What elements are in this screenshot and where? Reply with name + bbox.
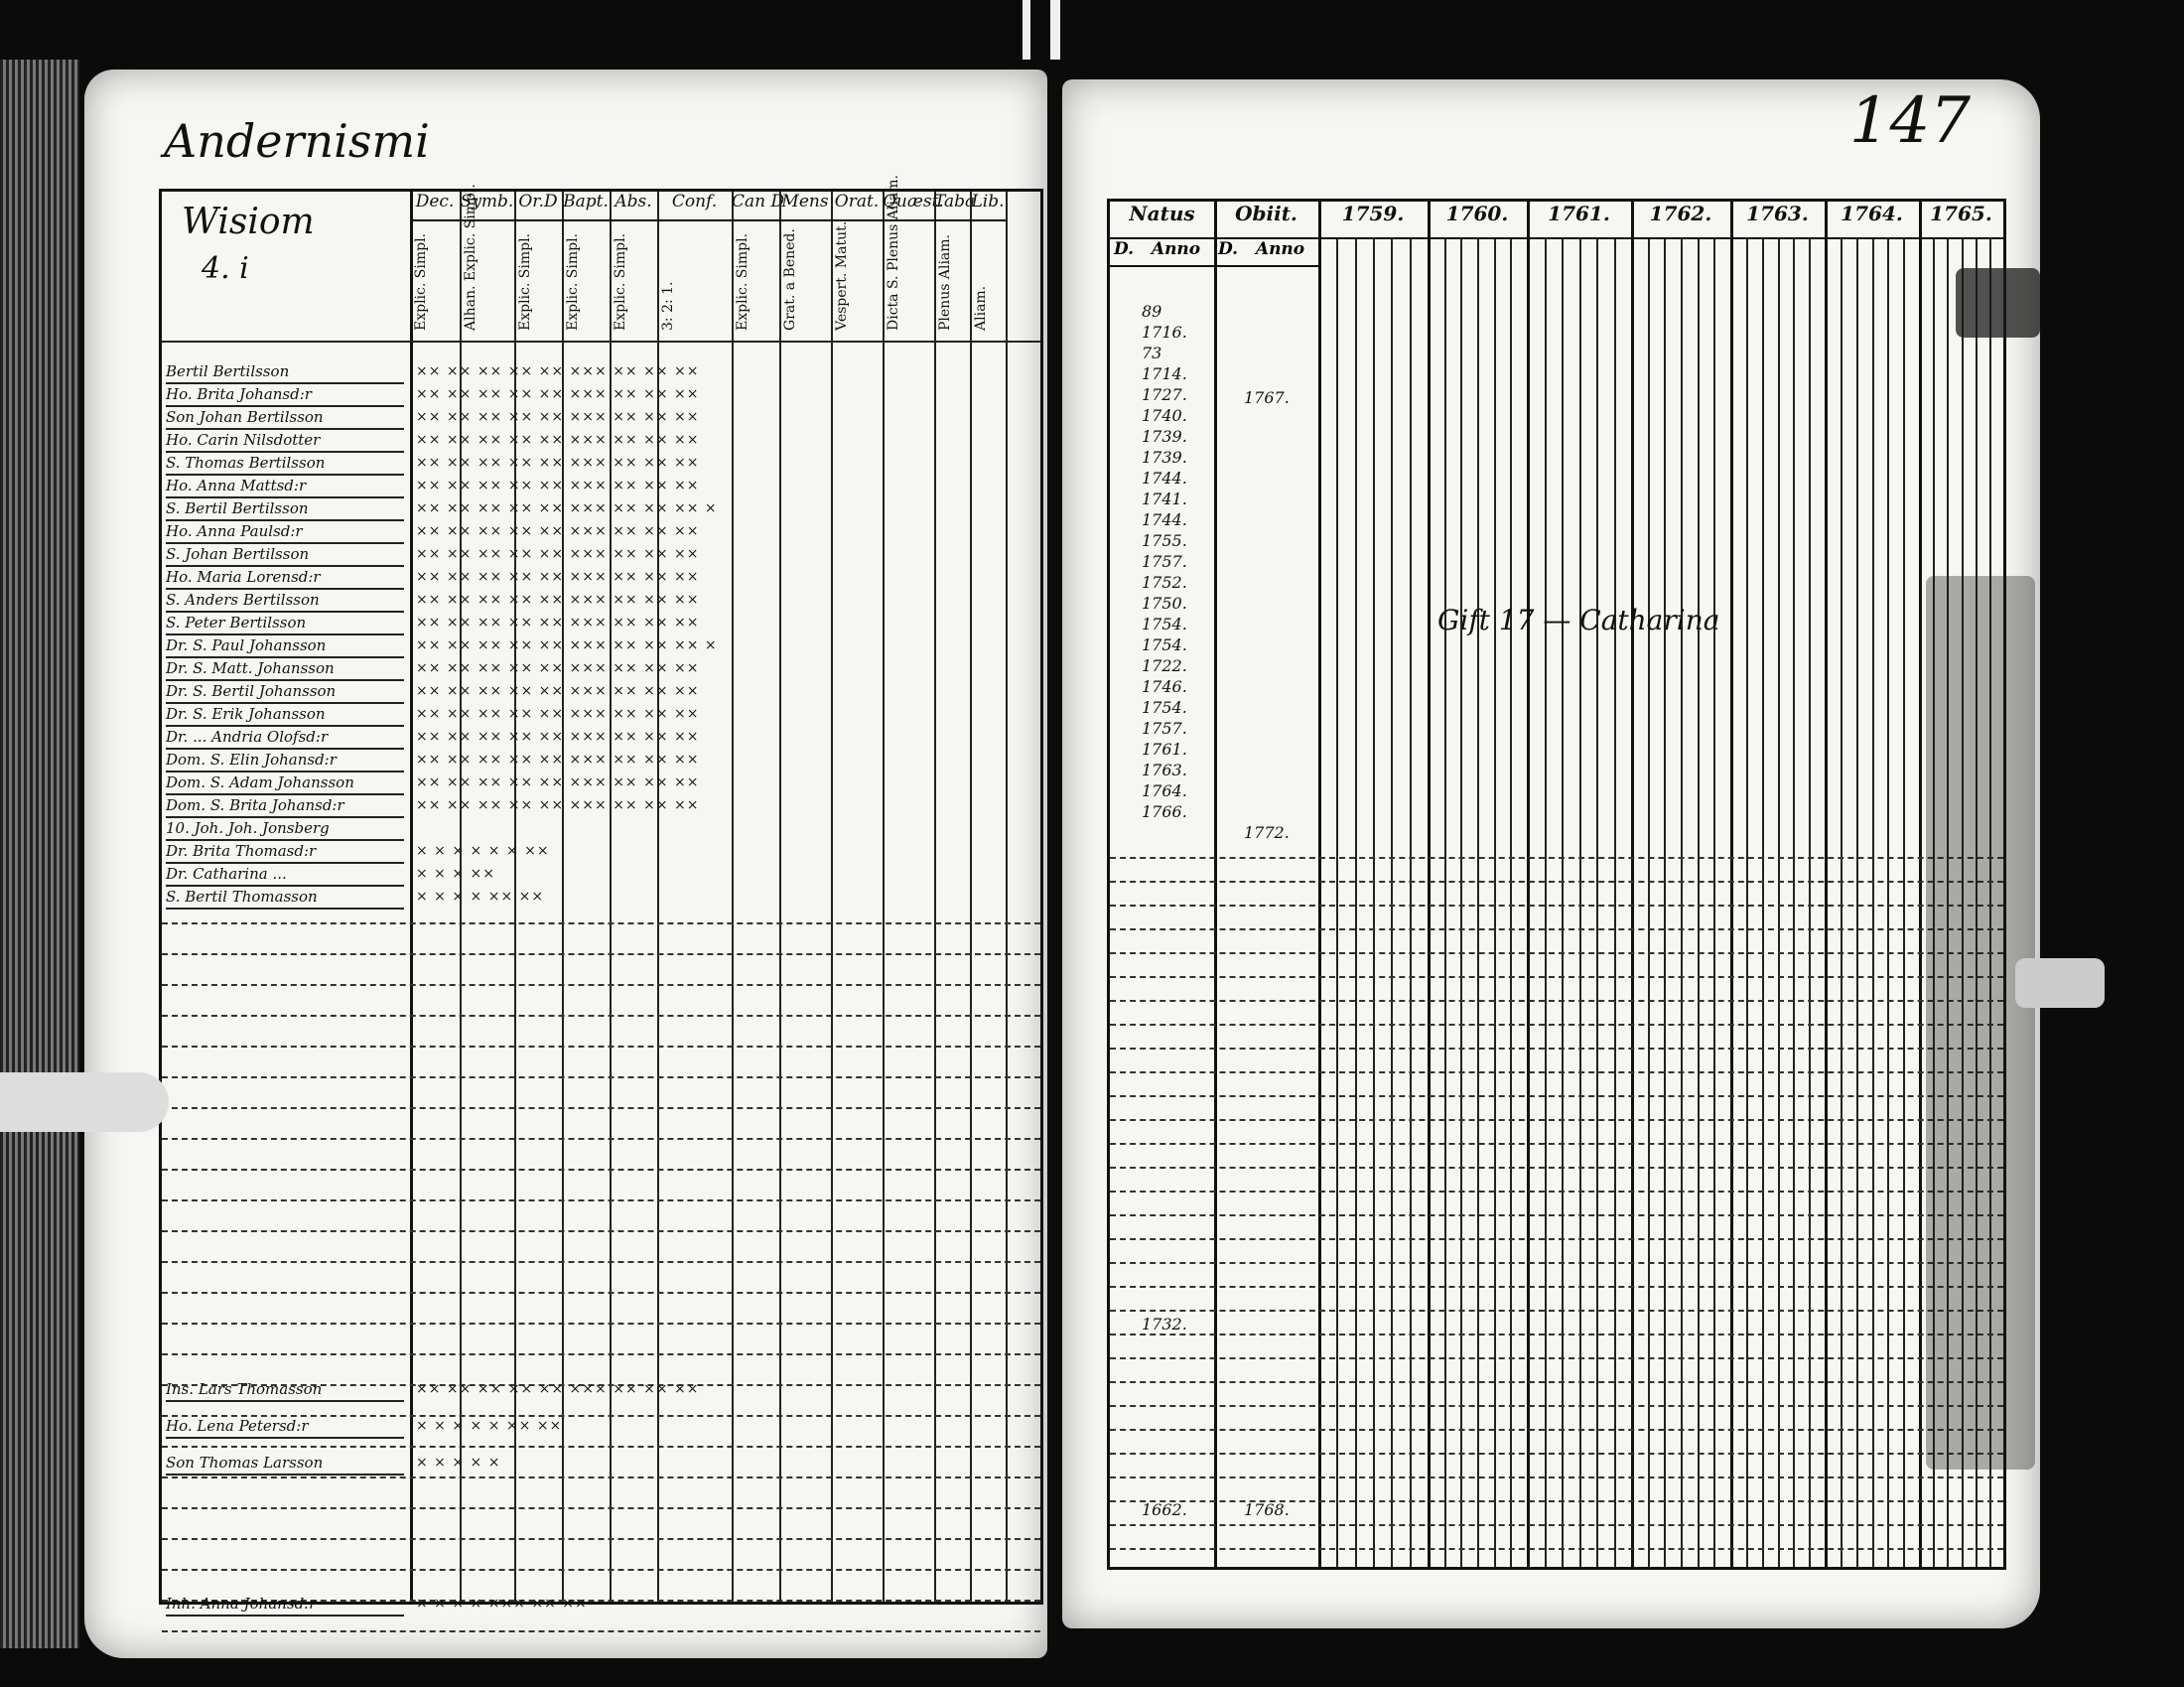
- ruled-line: [1110, 928, 2003, 930]
- sub-column-divider: [1746, 239, 1748, 1567]
- entry-marks: × × × × ×: [416, 1455, 501, 1471]
- column-subheader: Explic. Simpl.: [735, 232, 751, 331]
- column-divider: [1631, 202, 1634, 1567]
- column-divider: [1825, 202, 1828, 1567]
- sub-column-divider: [1698, 239, 1700, 1567]
- column-header: Or.D: [514, 192, 562, 221]
- entry-name: Dr. Catharina ...: [166, 863, 404, 887]
- sub-header: D.: [1214, 239, 1242, 267]
- entry-name: S. Bertil Thomasson: [166, 886, 404, 910]
- column-divider: [410, 192, 413, 1602]
- column-divider: [779, 192, 781, 1602]
- birth-year: 1752.: [1142, 573, 1187, 592]
- ruled-line: [1110, 1048, 2003, 1050]
- death-year: 1772.: [1244, 823, 1290, 842]
- ruled-line: [162, 1138, 1040, 1140]
- column-header: Orat.: [831, 192, 883, 221]
- entry-marks: ×× ×× ×× ×× ×× ××× ×× ×× ××: [416, 729, 700, 745]
- year-column-header: 1762.: [1631, 202, 1730, 239]
- entry-marks: ×× ×× ×× ×× ×× ××× ×× ×× ××: [416, 797, 700, 813]
- ink-smudge: [1956, 268, 2040, 338]
- entry-name: Ho. Lena Petersd:r: [166, 1415, 404, 1439]
- entry-name: Dr. S. Paul Johansson: [166, 634, 404, 658]
- ruled-line: [1110, 1000, 2003, 1002]
- column-divider: [934, 192, 936, 1602]
- ruled-line: [162, 1476, 1040, 1478]
- entry-marks: ×× ×× ×× ×× ×× ××× ×× ×× ××: [416, 569, 700, 585]
- ruled-line: [1110, 1238, 2003, 1240]
- ruled-line: [1110, 1024, 2003, 1026]
- sub-header: Anno: [1138, 239, 1214, 267]
- column-header: Can D: [732, 192, 779, 221]
- ruled-line: [1110, 1286, 2003, 1288]
- ruled-line: [1110, 881, 2003, 883]
- column-divider: [1730, 202, 1733, 1567]
- ruled-line: [162, 953, 1040, 955]
- sub-column-divider: [1762, 239, 1764, 1567]
- sub-column-divider: [1545, 239, 1547, 1567]
- ruled-line: [162, 1076, 1040, 1078]
- entry-marks: ×× ×× ×× ×× ×× ××× ×× ×× ×× ×: [416, 637, 718, 653]
- sub-column-divider: [1664, 239, 1666, 1567]
- column-header: Bapt.: [562, 192, 610, 221]
- column-divider: [732, 192, 734, 1602]
- sub-column-divider: [1809, 239, 1811, 1567]
- column-header: Quæst.: [883, 192, 934, 221]
- column-subheader: Explic. Simpl.: [613, 232, 628, 331]
- column-divider: [1428, 202, 1431, 1567]
- ruled-line: [162, 1538, 1040, 1540]
- ruled-line: [1110, 1453, 2003, 1455]
- ruled-line: [1110, 1262, 2003, 1264]
- entry-name: Inh. Anna Johansd:r: [166, 1593, 404, 1617]
- sub-column-divider: [1713, 239, 1715, 1567]
- ruled-line: [1110, 952, 2003, 954]
- birth-year: 1716.: [1142, 323, 1187, 342]
- column-subheader: Explic. Simpl.: [517, 232, 533, 331]
- column-divider: [1006, 192, 1008, 1602]
- birth-year: 1755.: [1142, 531, 1187, 550]
- ruled-line: [162, 1015, 1040, 1017]
- page-marker-tab: [0, 1072, 169, 1132]
- entry-name: S. Johan Bertilsson: [166, 543, 404, 567]
- ruled-line: [1110, 1214, 2003, 1216]
- shadow-edge: [1926, 576, 2035, 1470]
- entry-name: Ho. Carin Nilsdotter: [166, 429, 404, 453]
- ruled-line: [1110, 1095, 2003, 1097]
- page-number: 147: [1848, 84, 1971, 158]
- birth-year: 1662.: [1142, 1500, 1187, 1519]
- entry-marks: ×× ×× ×× ×× ×× ××× ×× ×× ××: [416, 774, 700, 790]
- entry-name: Dom. S. Elin Johansd:r: [166, 749, 404, 773]
- binding-strip-2: [1050, 0, 1060, 60]
- ruled-line: [162, 1107, 1040, 1109]
- sub-column-divider: [1793, 239, 1795, 1567]
- birth-year: 1757.: [1142, 552, 1187, 571]
- ruled-line: [162, 1261, 1040, 1263]
- sub-column-divider: [1444, 239, 1446, 1567]
- entry-name: Ins. Lars Thomasson: [166, 1378, 404, 1402]
- column-header: Conf.: [657, 192, 732, 221]
- entry-name: Ho. Maria Lorensd:r: [166, 566, 404, 590]
- entry-marks: ×× ×× ×× ×× ×× ××× ×× ×× ××: [416, 706, 700, 722]
- entry-name: Ho. Brita Johansd:r: [166, 383, 404, 407]
- entry-marks: ×× ×× ×× ×× ×× ××× ×× ×× ××: [416, 752, 700, 768]
- birth-year: 1757.: [1142, 719, 1187, 738]
- column-subheader: Explic. Simpl.: [565, 232, 581, 331]
- birth-year: 1754.: [1142, 698, 1187, 717]
- column-subheader: Plenus Aliam.: [937, 234, 953, 331]
- entry-marks: ×× ×× ×× ×× ×× ××× ×× ×× ××: [416, 386, 700, 402]
- birth-year: 1754.: [1142, 635, 1187, 654]
- birth-year: 1727.: [1142, 385, 1187, 404]
- entry-marks: × × × × ××× ×× ××: [416, 1596, 588, 1612]
- ruled-line: [1110, 1310, 2003, 1312]
- sub-column-divider: [1887, 239, 1889, 1567]
- entry-name: Bertil Bertilsson: [166, 360, 404, 384]
- column-divider: [970, 192, 972, 1602]
- ruled-line: [1110, 1476, 2003, 1478]
- birth-year: 1744.: [1142, 510, 1187, 529]
- ruled-line: [1110, 1143, 2003, 1145]
- sub-column-divider: [1872, 239, 1874, 1567]
- sub-column-divider: [1579, 239, 1581, 1567]
- birth-year: 1722.: [1142, 656, 1187, 675]
- column-divider: [1527, 202, 1530, 1567]
- entry-marks: ×× ×× ×× ×× ×× ××× ×× ×× ××: [416, 660, 700, 676]
- birth-year: 1740.: [1142, 406, 1187, 425]
- binding-strip: [1023, 0, 1030, 60]
- entry-marks: ×× ×× ×× ×× ×× ××× ×× ×× ××: [416, 683, 700, 699]
- column-header: Mens: [779, 192, 831, 221]
- column-divider: [1919, 202, 1922, 1567]
- sub-column-divider: [1477, 239, 1479, 1567]
- ruled-line: [1110, 1429, 2003, 1431]
- ruled-line: [1110, 1191, 2003, 1193]
- column-header: Taba: [934, 192, 970, 221]
- ruled-line: [1110, 1071, 2003, 1073]
- ruled-line: [162, 1169, 1040, 1171]
- ruled-line: [162, 1323, 1040, 1325]
- entry-marks: × × × × × × ××: [416, 843, 550, 859]
- entry-name: Son Thomas Larsson: [166, 1452, 404, 1476]
- column-divider: [1318, 202, 1321, 1567]
- sub-column-divider: [1648, 239, 1650, 1567]
- column-subheader: Dicta S. Plenus Aliam.: [886, 175, 901, 331]
- header-rule: [162, 341, 1040, 343]
- column-header: Symb.: [460, 192, 514, 221]
- entry-name: Dr. ... Andria Olofsd:r: [166, 726, 404, 750]
- entry-marks: ×× ×× ×× ×× ×× ××× ×× ×× ××: [416, 432, 700, 448]
- ruled-line: [1110, 905, 2003, 907]
- column-subheader: Vespert. Matut.: [834, 220, 850, 331]
- ruled-line: [162, 1446, 1040, 1448]
- sub-column-divider: [1681, 239, 1683, 1567]
- entry-name: Ho. Anna Paulsd:r: [166, 520, 404, 544]
- column-header: Abs.: [610, 192, 657, 221]
- ruled-line: [1110, 857, 2003, 859]
- ruled-line: [162, 1046, 1040, 1048]
- column-header: Lib.: [970, 192, 1006, 221]
- entry-marks: ×× ×× ×× ×× ×× ××× ×× ×× ××: [416, 523, 700, 539]
- entry-name: Dr. S. Matt. Johansson: [166, 657, 404, 681]
- sub-column-divider: [1596, 239, 1598, 1567]
- ruled-line: [162, 1569, 1040, 1571]
- sub-column-divider: [1614, 239, 1616, 1567]
- column-subheader: 3: 2: 1.: [660, 281, 676, 331]
- entry-marks: ×× ×× ×× ×× ×× ××× ×× ×× ××: [416, 1381, 700, 1397]
- birth-year: 1764.: [1142, 781, 1187, 800]
- entry-marks: ×× ×× ×× ×× ×× ××× ×× ×× ××: [416, 615, 700, 631]
- entry-marks: × × × ××: [416, 866, 496, 882]
- sub-column-divider: [1903, 239, 1905, 1567]
- page-marker-tab-right: [2015, 958, 2105, 1008]
- year-column-header: 1764.: [1825, 202, 1919, 239]
- sub-column-divider: [1778, 239, 1780, 1567]
- ruled-line: [1110, 1334, 2003, 1336]
- entry-marks: ×× ×× ×× ×× ×× ××× ×× ×× ××: [416, 478, 700, 493]
- birth-year: 1732.: [1142, 1315, 1187, 1334]
- birth-year: 1766.: [1142, 802, 1187, 821]
- birth-year: 89: [1142, 302, 1162, 321]
- column-subheader: Alhan. Explic. Simpl.: [463, 184, 478, 331]
- names-column-subheader: 4. i: [202, 251, 249, 286]
- column-divider: [883, 192, 885, 1602]
- column-subheader: Grat. a Bened.: [782, 228, 798, 331]
- entry-name: S. Peter Bertilsson: [166, 612, 404, 635]
- entry-name: S. Anders Bertilsson: [166, 589, 404, 613]
- left-ledger-table: [159, 175, 1043, 1613]
- entry-name: Dom. S. Adam Johansson: [166, 772, 404, 795]
- right-ledger-table: [1107, 199, 2006, 1570]
- sub-column-divider: [1841, 239, 1843, 1567]
- entry-marks: ×× ×× ×× ×× ×× ××× ×× ×× ××: [416, 546, 700, 562]
- birth-year: 73: [1142, 344, 1162, 362]
- sub-header: Anno: [1242, 239, 1318, 267]
- column-divider: [831, 192, 833, 1602]
- right-page: [1062, 79, 2040, 1628]
- year-column-header: 1761.: [1527, 202, 1631, 239]
- ruled-line: [1110, 1405, 2003, 1407]
- ruled-line: [162, 1630, 1040, 1632]
- column-subheader: Aliam.: [973, 285, 989, 331]
- year-column-header: 1760.: [1428, 202, 1527, 239]
- year-column-header: 1765.: [1919, 202, 2003, 239]
- entry-marks: ×× ×× ×× ×× ×× ××× ×× ×× ×× ×: [416, 500, 718, 516]
- entry-name: Dr. S. Erik Johansson: [166, 703, 404, 727]
- ruled-line: [1110, 1381, 2003, 1383]
- ruled-line: [162, 1353, 1040, 1355]
- sub-column-divider: [1410, 239, 1412, 1567]
- ruled-line: [162, 1507, 1040, 1509]
- column-header: Dec.: [410, 192, 460, 221]
- year-column-header: Natus: [1110, 202, 1214, 239]
- sub-column-divider: [1355, 239, 1357, 1567]
- year-column-header: Obiit.: [1214, 202, 1318, 239]
- birth-year: 1741.: [1142, 490, 1187, 508]
- death-year: 1768.: [1244, 1500, 1290, 1519]
- inline-note: Gift 17 — Catharina: [1437, 604, 1720, 636]
- birth-year: 1746.: [1142, 677, 1187, 696]
- birth-year: 1754.: [1142, 615, 1187, 633]
- entry-name: Dr. Brita Thomasd:r: [166, 840, 404, 864]
- entry-marks: ×× ×× ×× ×× ×× ××× ×× ×× ××: [416, 409, 700, 425]
- sub-column-divider: [1336, 239, 1338, 1567]
- ruled-line: [1110, 1119, 2003, 1121]
- birth-year: 1714.: [1142, 364, 1187, 383]
- entry-name: Dr. S. Bertil Johansson: [166, 680, 404, 704]
- entry-marks: × × × × ×× ××: [416, 889, 545, 905]
- birth-year: 1763.: [1142, 761, 1187, 779]
- entry-name: Ho. Anna Mattsd:r: [166, 475, 404, 498]
- entry-name: Son Johan Bertilsson: [166, 406, 404, 430]
- entry-marks: × × × × × ×× ××: [416, 1418, 563, 1434]
- birth-year: 1761.: [1142, 740, 1187, 759]
- sub-column-divider: [1856, 239, 1858, 1567]
- column-divider: [1214, 202, 1217, 1567]
- entry-name: 10. Joh. Joh. Jonsberg: [166, 817, 404, 841]
- entry-name: Dom. S. Brita Johansd:r: [166, 794, 404, 818]
- book-fore-edge: [0, 60, 79, 1648]
- entry-marks: ×× ×× ×× ×× ×× ××× ×× ×× ××: [416, 363, 700, 379]
- ruled-line: [1110, 1524, 2003, 1526]
- left-page: [84, 70, 1047, 1658]
- entry-name: S. Bertil Bertilsson: [166, 497, 404, 521]
- ruled-line: [162, 1199, 1040, 1201]
- sub-column-divider: [1510, 239, 1512, 1567]
- sub-column-divider: [1391, 239, 1393, 1567]
- ruled-line: [162, 1292, 1040, 1294]
- entry-name: S. Thomas Bertilsson: [166, 452, 404, 476]
- ruled-line: [162, 984, 1040, 986]
- birth-year: 1739.: [1142, 448, 1187, 467]
- year-column-header: 1759.: [1318, 202, 1428, 239]
- sub-header: D.: [1110, 239, 1138, 267]
- names-column-header: Wisiom: [182, 202, 315, 242]
- page-heading: Andernismi: [164, 114, 430, 168]
- birth-year: 1744.: [1142, 469, 1187, 488]
- birth-year: 1739.: [1142, 427, 1187, 446]
- column-subheader: Explic. Simpl.: [413, 232, 429, 331]
- ruled-line: [162, 1230, 1040, 1232]
- sub-column-divider: [1460, 239, 1462, 1567]
- death-year: 1767.: [1244, 388, 1290, 407]
- ruled-line: [1110, 1548, 2003, 1550]
- ruled-line: [1110, 1167, 2003, 1169]
- sub-column-divider: [1373, 239, 1375, 1567]
- sub-column-divider: [1562, 239, 1564, 1567]
- sub-column-divider: [1494, 239, 1496, 1567]
- entry-marks: ×× ×× ×× ×× ×× ××× ×× ×× ××: [416, 592, 700, 608]
- ruled-line: [1110, 976, 2003, 978]
- year-column-header: 1763.: [1730, 202, 1825, 239]
- ruled-line: [162, 922, 1040, 924]
- entry-marks: ×× ×× ×× ×× ×× ××× ×× ×× ××: [416, 455, 700, 471]
- ruled-line: [1110, 1357, 2003, 1359]
- birth-year: 1750.: [1142, 594, 1187, 613]
